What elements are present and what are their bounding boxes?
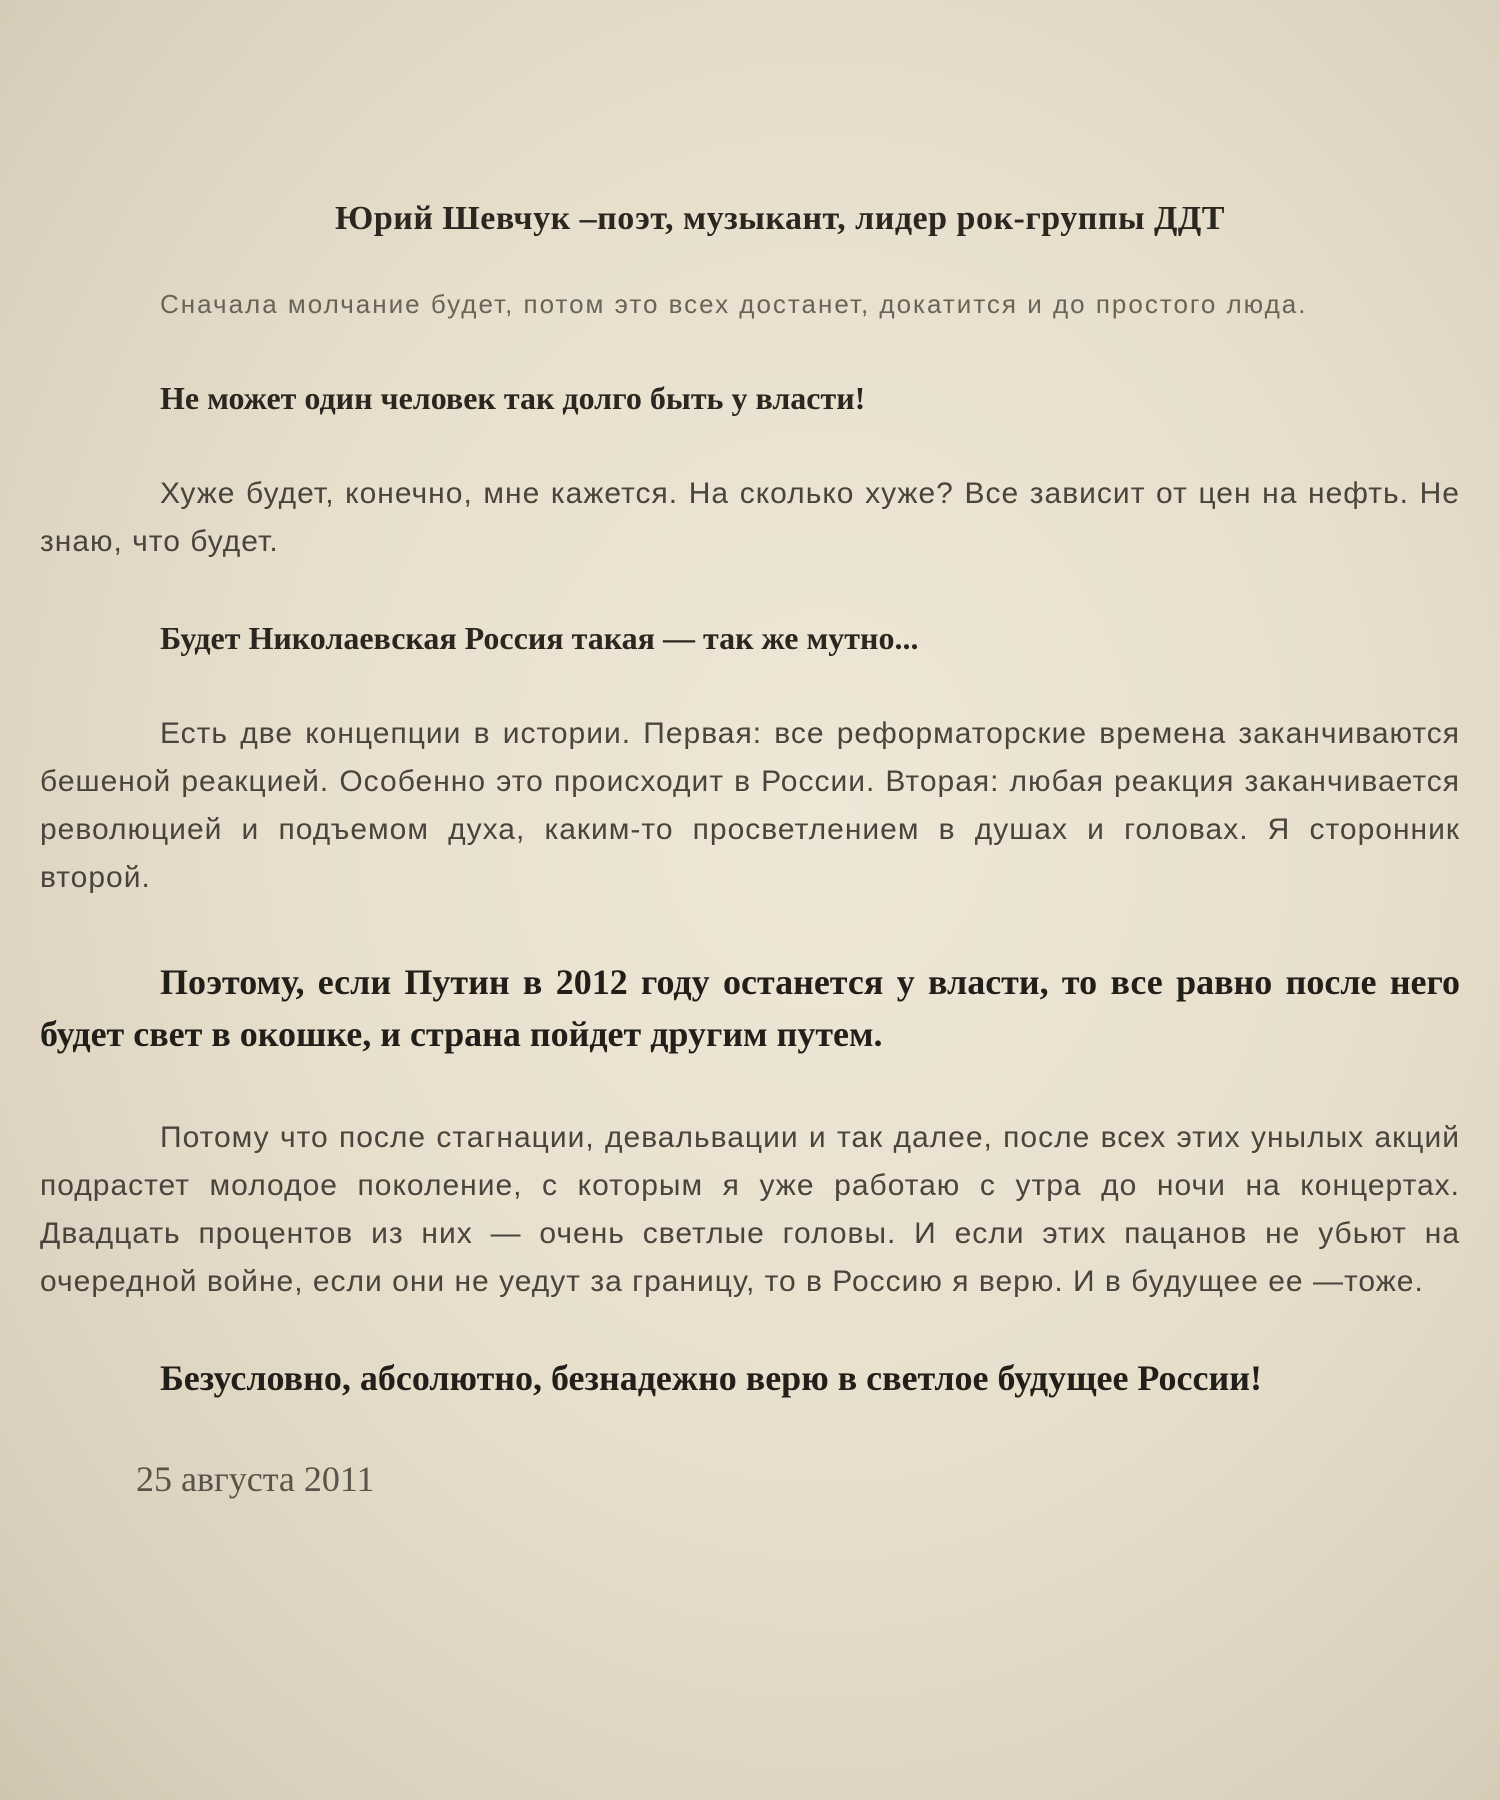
paragraph-2: Не может один человек так долго быть у власти! — [160, 380, 866, 416]
spacer — [40, 1060, 1460, 1114]
spacer — [40, 326, 1460, 372]
spacer — [40, 902, 1460, 956]
paragraph-4: Будет Николаевская Россия такая — так же мутно... — [160, 620, 919, 656]
spacer — [40, 566, 1460, 612]
document-title: Юрий Шевчук –поэт, музыкант, лидер рок-группы ДДТ — [335, 200, 1225, 237]
document-sheet — [40, 200, 1460, 1500]
spacer — [40, 1306, 1460, 1352]
document-date: 25 августа 2011 — [136, 1459, 375, 1499]
spacer — [40, 424, 1460, 470]
paragraph-5: Есть две концепции в истории. Первая: все реформаторские времена заканчиваются бешеной реакцией. Особенно это происходит в России. Вторая: любая реакция заканчивается революцией и подъемом духа, каким-то просветлением в душах и головах. Я сторонник второй. — [40, 717, 1460, 894]
spacer — [40, 1404, 1460, 1458]
paragraph-7: Потому что после стагнации, девальвации и так далее, после всех этих унылых акций подрастет молодое поколение, с которым я уже работаю с утра до ночи на концертах. Двадцать процентов из них — очень светлые головы. И если этих пацанов не убьют на очередной войне, если они не уедут за границу, то в Россию я верю. И в будущее ее —тоже. — [40, 1121, 1460, 1298]
paragraph-8: Безусловно, абсолютно, безнадежно верю в светлое будущее России! — [160, 1358, 1262, 1398]
paragraph-1: Сначала молчание будет, потом это всех достанет, докатится и до простого люда. — [160, 289, 1308, 319]
paragraph-3: Хуже будет, конечно, мне кажется. На сколько хуже? Все зависит от цен на нефть. Не знаю, что будет. — [40, 477, 1460, 558]
paragraph-6: Поэтому, если Путин в 2012 году останется у власти, то все равно после него будет свет в окошке, и страна пойдет другим путем. — [40, 962, 1460, 1054]
spacer — [40, 664, 1460, 710]
